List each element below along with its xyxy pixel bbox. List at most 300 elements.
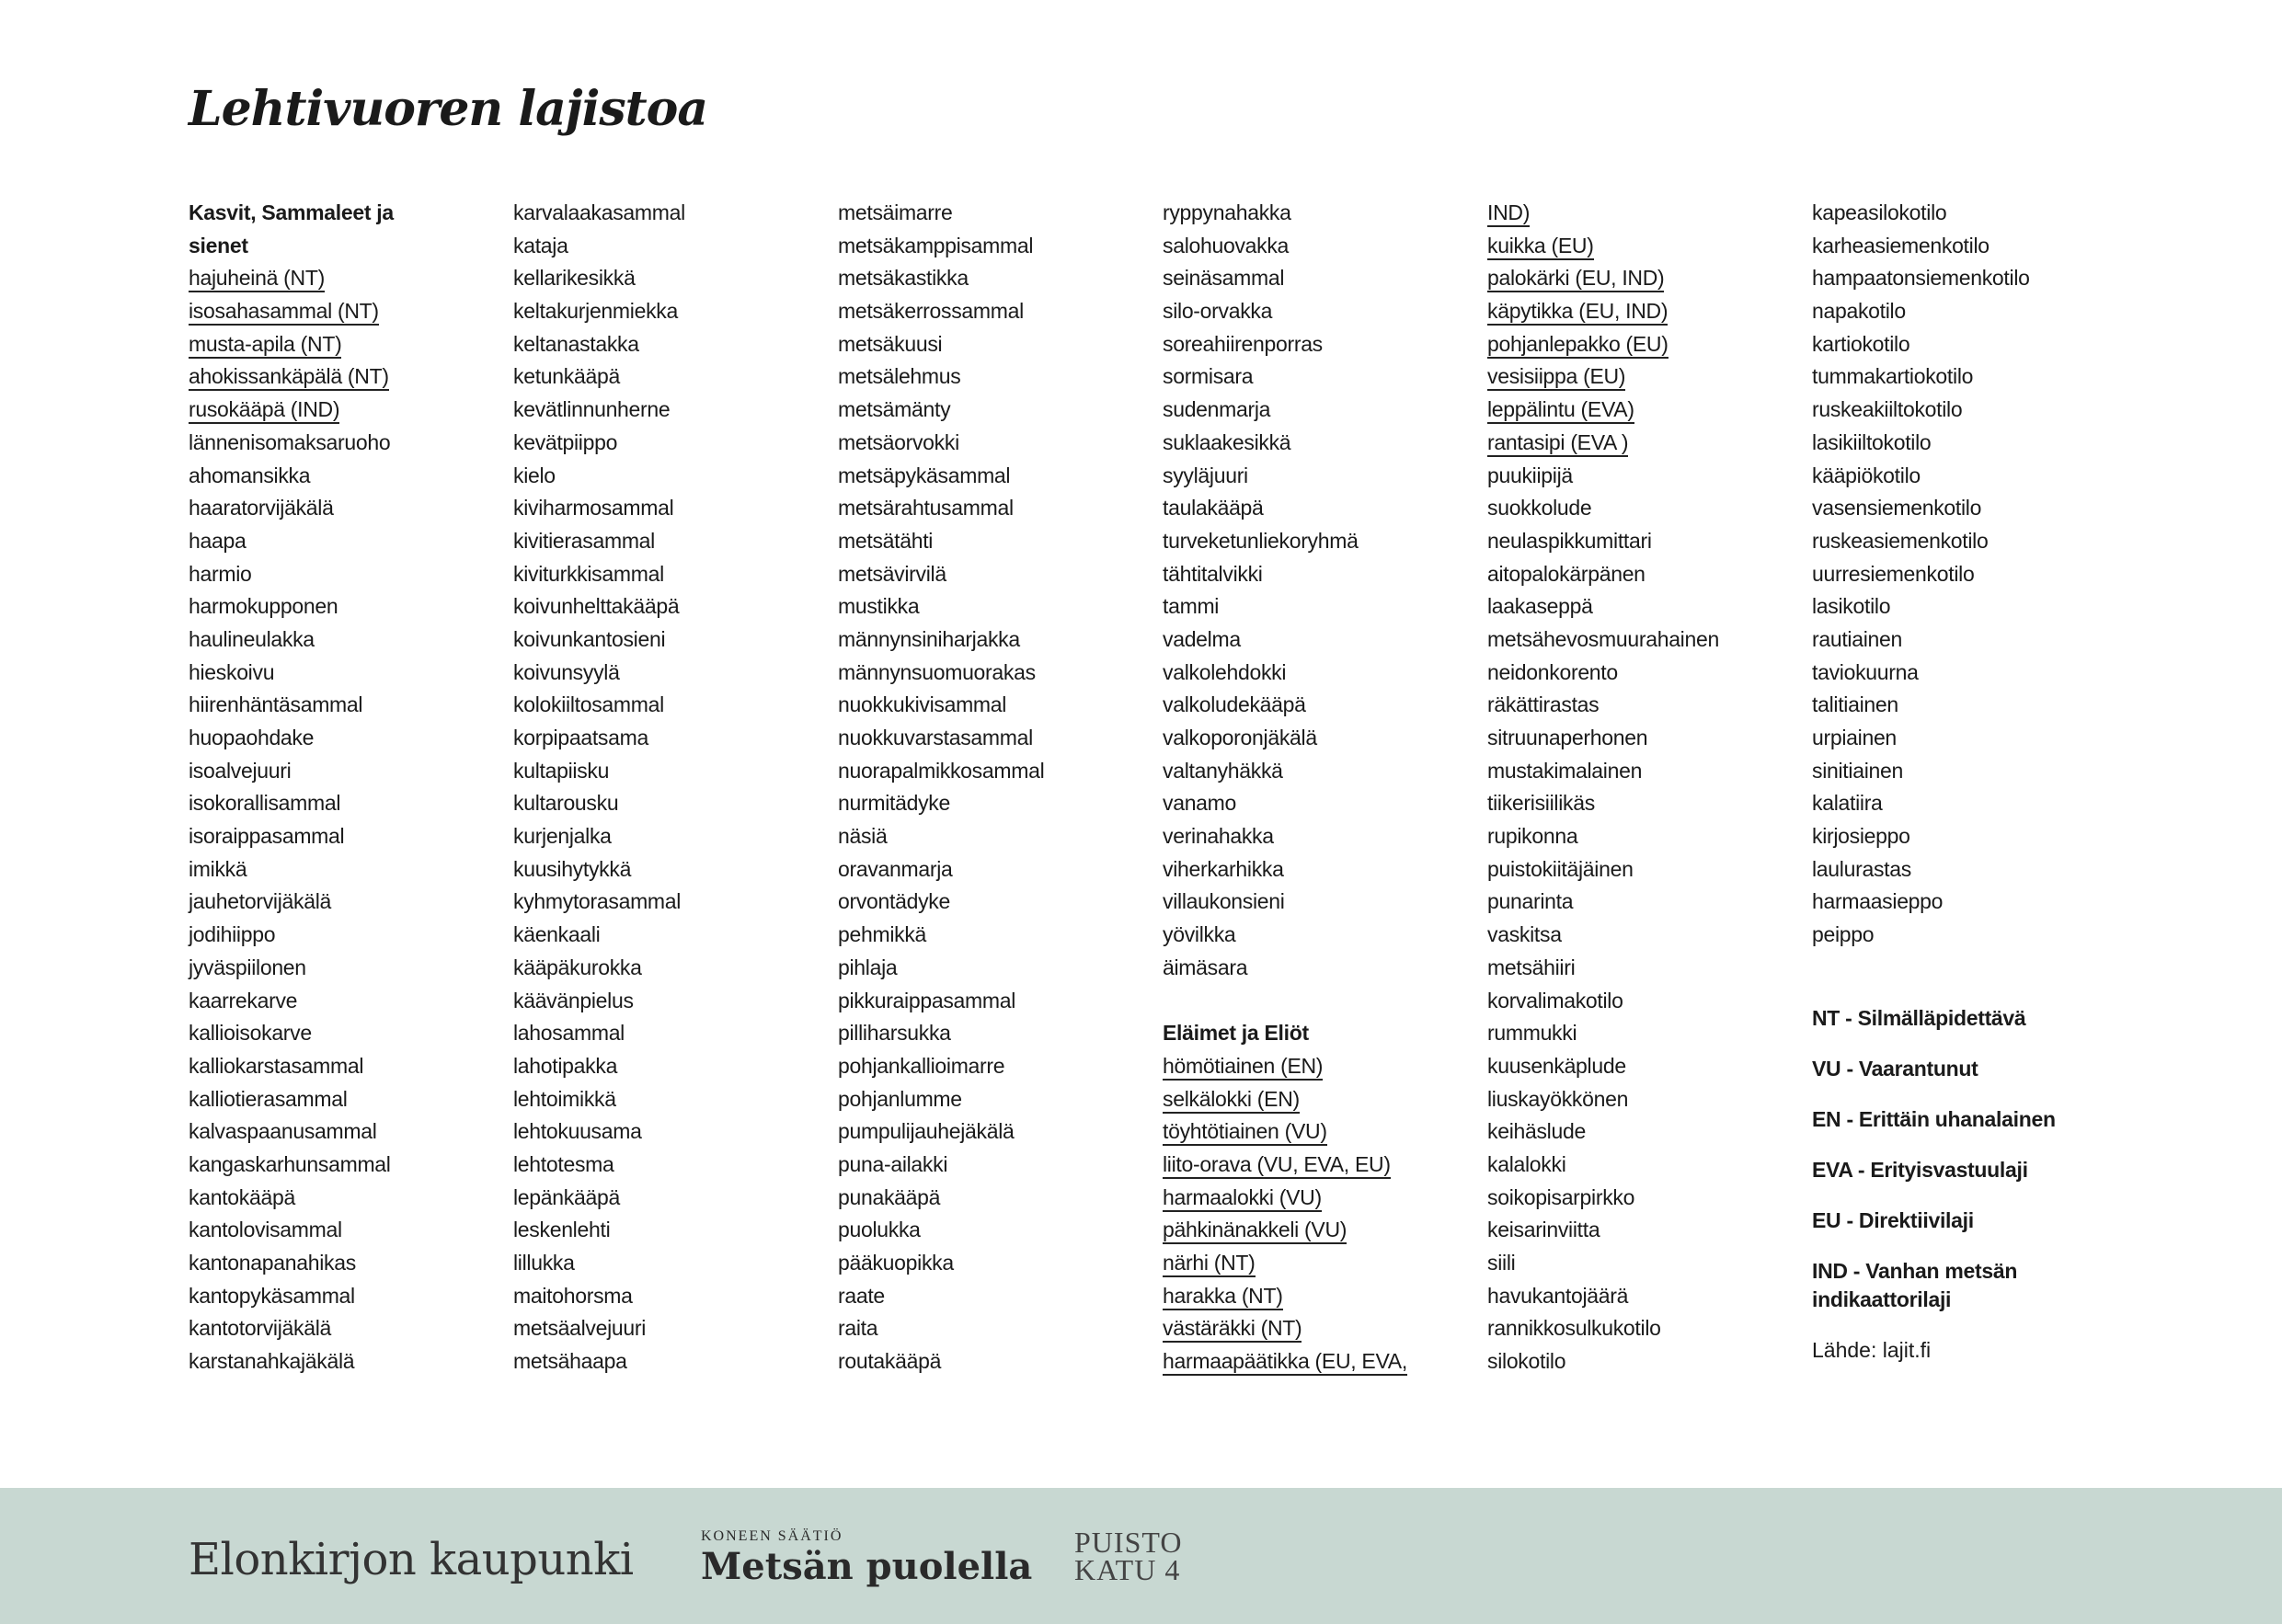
species-column-5 [1487, 197, 1791, 1378]
species-item [189, 1115, 492, 1149]
species-name: käpytikka (EU, IND) [1487, 299, 1668, 326]
species-name: metsäkerrossammal [838, 299, 1024, 324]
species-name: rautiainen [1812, 626, 1903, 651]
species-name: mustikka [838, 594, 920, 619]
species-name: metsäkamppisammal [838, 233, 1034, 257]
species-item [1487, 722, 1791, 755]
species-name: räkättirastas [1487, 692, 1600, 717]
species-name: kolokiiltosammal [513, 692, 664, 717]
species-item [189, 1345, 492, 1378]
species-name: metsähevosmuurahainen [1487, 626, 1719, 651]
species-item [1812, 262, 2116, 295]
species-item [838, 1182, 1141, 1215]
species-item [513, 1182, 817, 1215]
species-name: ruskeakiiltokotilo [1812, 397, 1963, 422]
species-name: rupikonna [1487, 824, 1578, 849]
species-item [838, 886, 1141, 919]
species-name: valkolehdokki [1163, 659, 1287, 684]
species-item [1163, 230, 1466, 263]
section-heading [1163, 1017, 1466, 1050]
species-name: nuokkuvarstasammal [838, 726, 1033, 749]
species-item [513, 558, 817, 591]
species-name: västäräkki (NT) [1163, 1316, 1302, 1343]
species-item [1812, 689, 2116, 722]
species-name: harmio [189, 561, 252, 586]
species-item [1163, 328, 1466, 361]
species-name: metsärahtusammal [838, 496, 1014, 520]
species-item [189, 460, 492, 493]
species-item [1812, 427, 2116, 460]
species-name: pihlaja [838, 955, 898, 979]
species-name: äimäsara [1163, 955, 1248, 979]
species-item [1812, 360, 2116, 394]
species-item [189, 1280, 492, 1313]
brand-puistokatu [1074, 1528, 1182, 1584]
species-item [513, 1050, 817, 1083]
species-name: keltanastakka [513, 331, 639, 356]
species-item [189, 590, 492, 623]
species-name: Kasvit, Sammaleet ja [189, 200, 394, 224]
species-name: kantonapanahikas [189, 1251, 356, 1275]
species-item [513, 853, 817, 886]
species-name: imikkä [189, 856, 247, 881]
species-item [1163, 1149, 1466, 1182]
species-name: rannikkosulkukotilo [1487, 1316, 1661, 1341]
species-name: suokkolude [1487, 496, 1592, 520]
species-column-6 [1812, 197, 2116, 952]
species-item [1163, 657, 1466, 690]
species-item [189, 985, 492, 1018]
species-name: kuusihytykkä [513, 856, 632, 881]
species-item [1487, 1280, 1791, 1313]
species-name: pilliharsukka [838, 1021, 951, 1046]
legend-eva: EVA - Erityisvastuulaji [1812, 1158, 2028, 1182]
species-name: IND) [1487, 200, 1530, 227]
species-item [1812, 197, 2116, 230]
species-name: kalliokarstasammal [189, 1053, 364, 1078]
species-name: yövilkka [1163, 922, 1236, 947]
species-item [838, 328, 1141, 361]
legend-en: EN - Erittäin uhanalainen [1812, 1107, 2056, 1131]
species-item [513, 328, 817, 361]
species-name: jyväspiilonen [189, 955, 306, 979]
species-item [1487, 328, 1791, 361]
species-name: ketunkääpä [513, 364, 620, 389]
species-name: lillukka [513, 1251, 575, 1275]
species-name: lahotipakka [513, 1053, 618, 1078]
venue-line-1: PUISTO [1074, 1526, 1183, 1559]
species-item [1163, 262, 1466, 295]
species-item [1163, 919, 1466, 952]
species-name: suklaakesikkä [1163, 429, 1291, 454]
species-name: kantopykäsammal [189, 1283, 355, 1308]
species-item [513, 952, 817, 985]
species-item [513, 787, 817, 820]
species-item [513, 197, 817, 230]
species-name: musta-apila (NT) [189, 332, 341, 359]
species-item [1487, 952, 1791, 985]
species-item [1163, 689, 1466, 722]
species-name: kantolovisammal [189, 1218, 342, 1242]
species-item [189, 853, 492, 886]
species-name: Eläimet ja Eliöt [1163, 1021, 1309, 1046]
species-item [513, 919, 817, 952]
species-item [1163, 295, 1466, 328]
species-item [1487, 1182, 1791, 1215]
species-item [513, 886, 817, 919]
species-item [1487, 1050, 1791, 1083]
species-item [1487, 1345, 1791, 1378]
species-name: puna-ailakki [838, 1151, 948, 1176]
species-name: töyhtötiainen (VU) [1163, 1119, 1327, 1146]
species-item [1163, 623, 1466, 657]
species-item [1163, 787, 1466, 820]
species-item [838, 1083, 1141, 1116]
species-item [189, 952, 492, 985]
species-item [189, 886, 492, 919]
species-name: rantasipi (EVA ) [1487, 430, 1628, 457]
species-item [1163, 1050, 1466, 1083]
species-item [1812, 820, 2116, 853]
species-item [1163, 1083, 1466, 1116]
species-item [513, 985, 817, 1018]
species-name: lasikiiltokotilo [1812, 429, 1932, 454]
species-item [838, 623, 1141, 657]
species-name: talitiainen [1812, 692, 1898, 717]
species-item [189, 360, 492, 394]
species-name: isoalvejuuri [189, 758, 292, 783]
legend-vu: VU - Vaarantunut [1812, 1057, 1978, 1081]
species-item [838, 427, 1141, 460]
species-item [1812, 328, 2116, 361]
species-name: sinitiainen [1812, 758, 1903, 783]
species-item [1487, 1149, 1791, 1182]
species-name: ruskeasiemenkotilo [1812, 528, 1989, 553]
species-name: taviokuurna [1812, 659, 1919, 684]
species-item [1812, 919, 2116, 952]
species-item [1812, 525, 2116, 558]
species-item [838, 1017, 1141, 1050]
species-name: turveketunliekoryhmä [1163, 528, 1359, 553]
species-item [1487, 460, 1791, 493]
species-name: haapa [189, 528, 247, 553]
species-name: vadelma [1163, 626, 1241, 651]
species-item [189, 1017, 492, 1050]
species-item [1487, 623, 1791, 657]
species-name: harmaapäätikka (EU, EVA, [1163, 1349, 1407, 1376]
species-name: pumpulijauhejäkälä [838, 1119, 1015, 1144]
species-column-2 [513, 197, 817, 1378]
species-name: käävänpielus [513, 988, 634, 1012]
species-name: pähkinänakkeli (VU) [1163, 1218, 1347, 1244]
species-item [1487, 919, 1791, 952]
species-name: salohuovakka [1163, 233, 1290, 257]
species-item [513, 1214, 817, 1247]
species-item [1487, 427, 1791, 460]
species-name: kalalokki [1487, 1151, 1566, 1176]
species-item [513, 360, 817, 394]
species-item [838, 689, 1141, 722]
species-name: metsähiiri [1487, 955, 1576, 979]
species-name: vaskitsa [1487, 922, 1562, 947]
species-name: valtanyhäkkä [1163, 758, 1283, 783]
species-item [1163, 755, 1466, 788]
species-name: lahosammal [513, 1021, 625, 1046]
species-item [1487, 492, 1791, 525]
species-name: vasensiemenkotilo [1812, 496, 1982, 520]
species-name: vesisiippa (EU) [1487, 364, 1625, 391]
species-item [189, 623, 492, 657]
species-name: kalatiira [1812, 791, 1883, 816]
species-item [1163, 590, 1466, 623]
species-name: nuokkukivisammal [838, 692, 1007, 717]
species-item [1163, 427, 1466, 460]
species-item [838, 853, 1141, 886]
species-item [838, 492, 1141, 525]
species-item [838, 360, 1141, 394]
species-item [1487, 886, 1791, 919]
footer-band [0, 1488, 2282, 1624]
species-name: liuskayökkönen [1487, 1086, 1629, 1111]
species-name: kääpäkurokka [513, 955, 642, 979]
campaign-name: Metsän puolella [701, 1545, 1033, 1588]
species-item [189, 1182, 492, 1215]
species-item [1163, 360, 1466, 394]
species-name: jodihiippo [189, 922, 276, 947]
species-name: tummakartiokotilo [1812, 364, 1974, 389]
species-item [838, 230, 1141, 263]
species-name: pehmikkä [838, 922, 927, 947]
species-item [1163, 952, 1466, 985]
species-item [838, 525, 1141, 558]
species-name: kuikka (EU) [1487, 234, 1594, 260]
species-name: tammi [1163, 594, 1220, 619]
species-item [1163, 1214, 1466, 1247]
species-name: metsäorvokki [838, 429, 959, 454]
species-name: kapeasilokotilo [1812, 200, 1947, 224]
species-item [1812, 657, 2116, 690]
species-item [1487, 755, 1791, 788]
species-name: metsämänty [838, 397, 951, 422]
species-item [513, 427, 817, 460]
species-item [513, 755, 817, 788]
species-name: syyläjuuri [1163, 463, 1248, 487]
species-item [1812, 853, 2116, 886]
species-name: orvontädyke [838, 889, 950, 914]
species-name: männynsiniharjakka [838, 626, 1020, 651]
species-name: männynsuomuorakas [838, 659, 1036, 684]
species-item [189, 1083, 492, 1116]
species-item [838, 919, 1141, 952]
species-name: kiviharmosammal [513, 496, 674, 520]
species-item [189, 558, 492, 591]
species-item [1487, 262, 1791, 295]
species-name: havukantojäärä [1487, 1283, 1629, 1308]
species-name: hiirenhäntäsammal [189, 692, 363, 717]
species-name: koivunsyylä [513, 659, 620, 684]
species-name: metsäalvejuuri [513, 1316, 647, 1341]
species-name: verinahakka [1163, 824, 1274, 849]
species-item [189, 394, 492, 427]
species-name: kallioisokarve [189, 1021, 312, 1046]
species-item [838, 394, 1141, 427]
species-name: urpiainen [1812, 726, 1897, 749]
species-item [189, 722, 492, 755]
species-item [1163, 1280, 1466, 1313]
species-name: lehtokuusama [513, 1119, 642, 1144]
species-item [838, 787, 1141, 820]
species-item [1487, 657, 1791, 690]
species-name: silo-orvakka [1163, 299, 1273, 324]
species-name: soreahiirenporras [1163, 331, 1323, 356]
species-name: kuusenkäplude [1487, 1053, 1626, 1078]
species-item [513, 262, 817, 295]
species-item [1812, 722, 2116, 755]
species-item [1487, 558, 1791, 591]
species-name: harmokupponen [189, 594, 338, 619]
species-item [189, 295, 492, 328]
species-name: jauhetorvijäkälä [189, 889, 332, 914]
species-item [189, 820, 492, 853]
species-name: lehtotesma [513, 1151, 614, 1176]
species-name: rummukki [1487, 1021, 1577, 1046]
species-item [513, 657, 817, 690]
species-name: hajuheinä (NT) [189, 266, 325, 292]
species-name: keltakurjenmiekka [513, 299, 678, 324]
species-name: kielo [513, 463, 556, 487]
species-name: metsäkuusi [838, 331, 943, 356]
species-item [1487, 197, 1791, 230]
species-name: pääkuopikka [838, 1251, 954, 1275]
species-name: liito-orava (VU, EVA, EU) [1163, 1152, 1391, 1179]
species-item [513, 1115, 817, 1149]
species-item [838, 985, 1141, 1018]
species-item [189, 427, 492, 460]
species-name: korvalimakotilo [1487, 988, 1623, 1012]
species-name: metsäimarre [838, 200, 953, 224]
species-name: näsiä [838, 824, 888, 849]
brand-elonkirjo: Elonkirjon kaupunki [189, 1534, 634, 1585]
species-item [1487, 1312, 1791, 1345]
species-name: valkoludekääpä [1163, 692, 1306, 717]
species-name: napakotilo [1812, 299, 1906, 324]
species-name: kevätlinnunherne [513, 397, 671, 422]
species-item [513, 1149, 817, 1182]
species-item [189, 1247, 492, 1280]
species-name: haulineulakka [189, 626, 315, 651]
species-name: laakaseppä [1487, 594, 1593, 619]
species-name: kyhmytorasammal [513, 889, 682, 914]
species-name: hampaatonsiemenkotilo [1812, 266, 2030, 291]
species-name: peippo [1812, 922, 1875, 947]
species-name: keihäslude [1487, 1119, 1586, 1144]
species-item [189, 1149, 492, 1182]
species-item [838, 1312, 1141, 1345]
species-item [1487, 689, 1791, 722]
species-item [189, 1312, 492, 1345]
species-name: koivunkantosieni [513, 626, 666, 651]
species-name: puukiipijä [1487, 463, 1573, 487]
species-name: kellarikesikkä [513, 266, 636, 291]
species-item [1487, 295, 1791, 328]
species-name: kiviturkkisammal [513, 561, 664, 586]
species-name: punarinta [1487, 889, 1574, 914]
species-item [1487, 230, 1791, 263]
species-name: sudenmarja [1163, 397, 1271, 422]
species-item [513, 722, 817, 755]
species-name: raita [838, 1316, 878, 1341]
species-name: taulakääpä [1163, 496, 1264, 520]
species-name: maitohorsma [513, 1283, 633, 1308]
species-name: selkälokki (EN) [1163, 1087, 1300, 1114]
species-column-1 [189, 197, 492, 1378]
species-name: tähtitalvikki [1163, 561, 1263, 586]
species-name: sormisara [1163, 364, 1254, 389]
species-item [189, 328, 492, 361]
species-item [1163, 1115, 1466, 1149]
species-item [838, 558, 1141, 591]
species-item [1163, 525, 1466, 558]
species-name: raate [838, 1283, 885, 1308]
species-name: karstanahkajäkälä [189, 1349, 355, 1374]
species-name: lännenisomaksaruoho [189, 429, 391, 454]
species-name: kantotorvijäkälä [189, 1316, 332, 1341]
species-name: kurjenjalka [513, 824, 612, 849]
species-name: vanamo [1163, 791, 1237, 816]
species-name: kaarrekarve [189, 988, 298, 1012]
species-name: pohjanlepakko (EU) [1487, 332, 1668, 359]
species-item [1163, 722, 1466, 755]
species-item [838, 1115, 1141, 1149]
legend-ind: IND - Vanhan metsän indikaattorilaji [1812, 1259, 2018, 1311]
species-name: isoraippasammal [189, 824, 345, 849]
species-name: kirjosieppo [1812, 824, 1910, 849]
venue-line-2: KATU 4 [1074, 1553, 1181, 1586]
species-item [1812, 755, 2116, 788]
species-item [513, 394, 817, 427]
species-item [189, 1214, 492, 1247]
species-name: kultarousku [513, 791, 619, 816]
legend-eu: EU - Direktiivilaji [1812, 1208, 1974, 1232]
species-name: isokorallisammal [189, 791, 341, 816]
species-item [838, 1214, 1141, 1247]
species-name: metsälehmus [838, 364, 961, 389]
species-item [838, 262, 1141, 295]
species-item [189, 689, 492, 722]
species-name: lepänkääpä [513, 1184, 620, 1209]
species-item [513, 820, 817, 853]
species-name: nuorapalmikkosammal [838, 758, 1045, 783]
species-item [1487, 853, 1791, 886]
species-name: kartiokotilo [1812, 331, 1910, 356]
species-item [838, 952, 1141, 985]
species-item [189, 919, 492, 952]
species-name: silokotilo [1487, 1349, 1566, 1374]
species-name: hieskoivu [189, 659, 275, 684]
species-name: kangaskarhunsammal [189, 1151, 391, 1176]
species-name: viherkarhikka [1163, 856, 1284, 881]
species-name: siili [1487, 1251, 1516, 1275]
species-item [1812, 623, 2116, 657]
species-name: nurmitädyke [838, 791, 950, 816]
species-item [1812, 460, 2116, 493]
species-item [838, 460, 1141, 493]
species-item [1812, 590, 2116, 623]
species-name: lehtoimikkä [513, 1086, 616, 1111]
species-name: korpipaatsama [513, 726, 648, 749]
species-item [1487, 1017, 1791, 1050]
species-name: kantokääpä [189, 1184, 295, 1209]
